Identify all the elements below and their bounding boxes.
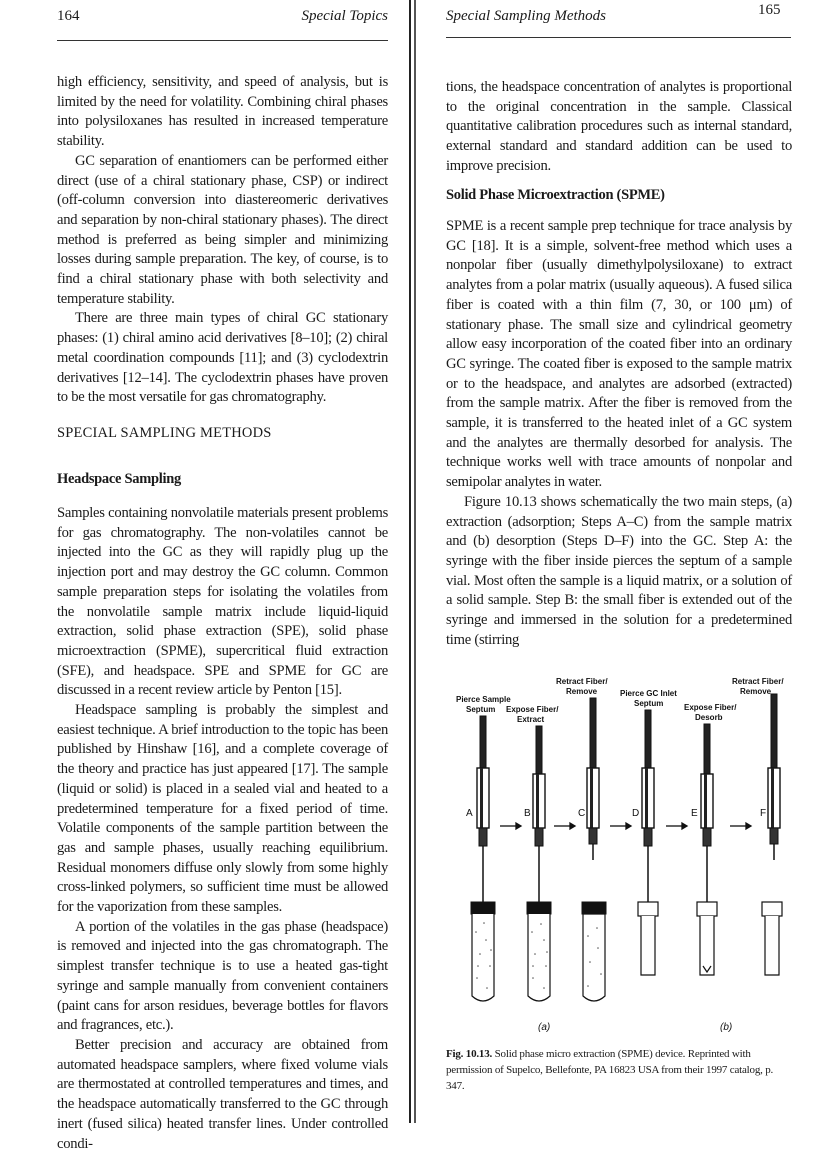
caption-label: Fig. 10.13. bbox=[446, 1048, 493, 1060]
label-retract-remove: Remove bbox=[566, 687, 598, 696]
header-rule bbox=[446, 37, 791, 38]
page-number: 164 bbox=[57, 8, 80, 24]
page-number: 165 bbox=[758, 2, 781, 18]
label-expose-desorb: Desorb bbox=[695, 713, 723, 722]
paragraph: There are three main types of chiral GC stationary phases: (1) chiral amino acid derivatives [8–10]; (2) chiral metal coordination compounds [11]; and (3) cyclodextrin derivatives [12–14]. The cyclodextrin phases have proven to be the most versatile for gas chromatography. bbox=[57, 310, 388, 406]
paragraph: Headspace sampling is probably the simplest and easiest technique. A brief introduction to the topic has been published by Hinshaw [16], and a complete coverage of the theory and practice has just appeared [17]. The sample (liquid or solid) is placed in a sealed vial and heated to a predetermined temperature for a fixed period of time. Volatile components of the sample partition between the gas and sample phases, usually reaching equilibrium. Residual monomers diffuse only slowly from some highly cross-linked polymers, so sufficient time must be allowed for the vaporization from these samples. bbox=[57, 702, 388, 916]
syringe-b bbox=[527, 726, 551, 1001]
syringe-f bbox=[762, 694, 782, 975]
header-rule bbox=[57, 40, 388, 41]
text-block-top bbox=[57, 73, 388, 408]
label-expose-extract: Expose Fiber/ bbox=[506, 705, 559, 714]
figure-caption bbox=[446, 1046, 792, 1094]
label-pierce-gc: Pierce GC Inlet bbox=[620, 689, 677, 698]
paragraph: Better precision and accuracy are obtained from automated headspace samplers, where fixed volume vials are thermostated at controlled temperatures and times, and the headspace automatically transferred to the GC through inert (fused silica) heated transfer lines. Under controlled condi- bbox=[57, 1036, 388, 1152]
text-block-top bbox=[446, 78, 792, 177]
svg-text:D: D bbox=[632, 808, 640, 819]
paragraph: Samples containing nonvolatile materials present problems for gas chromatography. The non-volatiles cannot be injected into the GC as they will rapidly plug up the injection port and may destroy the GC column. Common sample preparation steps for isolating the volatiles from the nonvolatile sample matrix include liquid-liquid extraction, solid phase extraction (SPE), solid phase microextraction (SPME), supercritical fluid extraction (SFE), and headspace. SPE and SPME for GC are discussed in a recent review article by Penton [15]. bbox=[57, 505, 388, 699]
running-head: Special Sampling Methods bbox=[446, 8, 606, 24]
label-pierce-sample: Pierce Sample bbox=[456, 695, 511, 704]
text-block-spme bbox=[446, 217, 792, 650]
section-heading: SPECIAL SAMPLING METHODS bbox=[57, 425, 272, 441]
paragraph: high efficiency, sensitivity, and speed of analysis, but is limited by the need for volatility. Combining chiral phases into polysiloxanes has resulted in increased temperature stability. bbox=[57, 74, 388, 150]
subsection-heading: Solid Phase Microextraction (SPME) bbox=[446, 187, 665, 203]
paragraph: Figure 10.13 shows schematically the two main steps, (a) extraction (adsorption; Steps A–C) from the sample matrix and (b) desorption (Steps D–F) into the GC. Step A: the syringe with the fiber inside pierces the septum of a sample vial. Most often the sample is a liquid matrix, or a solution of a solid sample. Step B: the small fiber is extended out of the syringe and immersed in the solution for a predetermined time (stirring bbox=[446, 493, 792, 648]
svg-text:F: F bbox=[760, 808, 767, 819]
label-expose-desorb: Expose Fiber/ bbox=[684, 703, 737, 712]
svg-text:E: E bbox=[691, 808, 698, 819]
running-head: Special Topics bbox=[301, 8, 388, 24]
caption-text: Solid phase micro extraction (SPME) device. Reprinted with permission of Supelco, Bellefonte, PA 16823 USA from their 1997 catalog, p. 347. bbox=[446, 1048, 774, 1092]
svg-text:B: B bbox=[524, 808, 531, 819]
step-letters bbox=[466, 808, 766, 819]
svg-text:C: C bbox=[578, 808, 586, 819]
spme-figure bbox=[440, 670, 800, 1040]
left-page bbox=[0, 0, 408, 1152]
syringe-c bbox=[582, 698, 606, 1001]
book-gutter bbox=[408, 0, 418, 1123]
label-expose-extract: Extract bbox=[517, 715, 545, 724]
group-label-a: (a) bbox=[538, 1022, 551, 1033]
paragraph: GC separation of enantiomers can be performed either direct (use of a chiral stationary phase, CSP) or indirect (off-column conversion into diastereomeric derivatives and separation by non-chiral stationary phases). The direct method is preferred as being simpler and minimizing losses during sample preparation. The key, of course, is to find a chiral stationary phase with both selectivity and temperature stability. bbox=[57, 152, 388, 307]
label-retract-remove: Retract Fiber/ bbox=[732, 677, 784, 686]
label-pierce-gc: Septum bbox=[634, 699, 664, 708]
paragraph: SPME is a recent sample prep technique for trace analysis by GC [18]. It is a simple, solvent-free method which uses a nonpolar fiber (usually dimethylpolysiloxane) to extract analytes from a polar matrix (usually aqueous). A fused silica fiber is coated with a thin film (7, 30, or 100 μm) of stationary phase. The small size and cylindrical geometry allow easy incorporation of the coated fiber into an ordinary GC syringe. The coated fiber is exposed to the sample matrix or to the headspace, and analytes are adsorbed (extracted) from the sample matrix. After the fiber is removed from the sample, it is transferred to the heated inlet of a GC system and the analytes are thermally desorbed for analysis. The technique works well with trace amounts of nonpolar and semipolar analytes in water. bbox=[446, 218, 792, 491]
label-pierce-sample: Septum bbox=[466, 705, 496, 714]
label-retract-remove: Remove bbox=[740, 687, 772, 696]
svg-text:A: A bbox=[466, 808, 473, 819]
subsection-heading: Headspace Sampling bbox=[57, 471, 181, 487]
paragraph: A portion of the volatiles in the gas phase (headspace) is removed and injected into the gas chromatograph. The simplest transfer technique is to use a heated gas-tight syringe and sample manually from convenient containers (paint cans for arson residues, beverage bottles for flavors and fragrances, etc.). bbox=[57, 918, 388, 1034]
syringe-d bbox=[638, 710, 658, 975]
group-label-b: (b) bbox=[720, 1022, 733, 1033]
label-retract-remove: Retract Fiber/ bbox=[556, 677, 608, 686]
syringe-e bbox=[697, 724, 717, 975]
text-block-bottom bbox=[57, 504, 388, 1154]
syringe-a bbox=[471, 716, 495, 1001]
paragraph: tions, the headspace concentration of analytes is proportional to the original concentration in the sample. Classical quantitative calibration procedures such as internal standard, external standard and standard addition can be used to improve precision. bbox=[446, 79, 792, 174]
right-page bbox=[418, 0, 816, 1123]
